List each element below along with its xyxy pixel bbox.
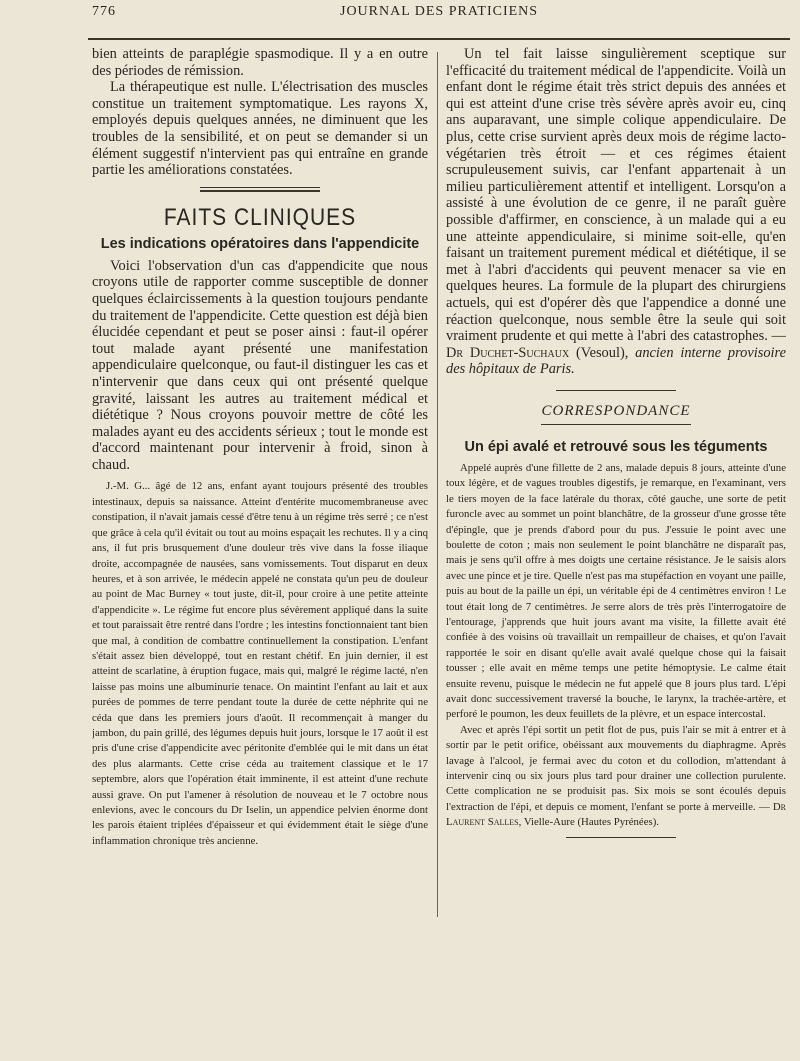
section-title: FAITS CLINIQUES	[163, 203, 357, 231]
article-title: Les indications opératoires dans l'appendicite	[100, 235, 420, 252]
correspondence-text-2: Avec et après l'épi sortit un petit flot de pus, puis l'air se mit à entrer et à sortir par le petit orifice, obéissant aux mouvements du diaphragme. Après lavage à l'alcool, je fermai avec du coton et du collodion, m'attendant à intervenir cinq ou six jours plus tard pour drainer une collection purulente. Cette complication ne se produisit pas. Six mois se sont écoulés depuis l'extraction de l'épi, et depuis ce moment, l'enfant se porte à merveille. —	[446, 723, 786, 813]
paragraph-introduction: Voici l'observation d'un cas d'appendicite que nous croyons utile de rapporter comme susceptible de donner quelques éclaircissements à la question toujours pendante du traitement de l'appendicite. Cette question est déjà bien élucidée cependant et peut se poser ainsi : faut-il opérer tout malade ayant présenté une manifestation appendiculaire quelconque, ou faut-il distinguer les cas et n'intervenir que dans ceux qui ont présenté quelque gravité, laissant les autres au traitement médical et diététique ? Nous croyons pouvoir mettre de côté les malades ayant eu des accidents sérieux ; tout le monde est d'accord maintenant pour intervenir à froid, sinon à chaud.	[92, 257, 428, 473]
right-column	[446, 46, 786, 838]
correspondence-underline	[541, 424, 691, 425]
correspondence-separator	[556, 390, 676, 391]
header-rule	[88, 38, 790, 40]
author-place: (Vesoul),	[569, 344, 636, 361]
correspondence-paragraph-2	[446, 723, 786, 831]
author-name: Dr Duchet-Suchaux	[446, 344, 570, 361]
discussion-text: Un tel fait laisse singulièrement sceptique sur l'efficacité du traitement médical de l'appendicite. Voilà un enfant dont le régime était très strict depuis des années et qui est atteint d'une crise très sévère après avoir eu, cinq ans auparavant, une simple colique appendiculaire. De plus, cette crise survient après deux mois de régime lacto-végétarien très étroit — et ces régimes étaient scrupuleusement suivis, car l'enfant appartenait à un milieu particulièrement attentif et intelligent. Lorsqu'on a assisté à une évolution de ce genre, il ne paraît guère possible d'affirmer, en conscience, à un malade qui a eu une atteinte appendiculaire, si minime soit-elle, qu'en faisant un traitement purement médical et diététique, il se met à l'abri d'accidents qui peuvent menacer sa vie en quelques heures. La formule de la plupart des chirurgiens actuels, qui est d'opérer dès que l'appendice a donné une réaction quelconque, nous semble être la seule qui soit vraiment prudente et qui mette à l'abri des catastrophes. —	[446, 46, 786, 345]
clinical-observation: J.-M. G... âgé de 12 ans, enfant ayant toujours présenté des troubles intestinaux, depuis sa naissance. Atteint d'entérite mucomembraneuse avec constipation, il n'avait jamais cessé d'être tenu à un régime très serré ; ce n'est que grâce à cela qu'il évitait ou tout au moins espaçait les rechutes. Il y a cinq ans, il fut pris brusquement d'une douleur très vive dans la fosse iliaque droite, accompagnée de nausées, sans vomissements. Tout disparut en deux heures, et à son arrivée, le médecin appelé ne constata qu'un peu de douleur au point de Mac Burney « tout juste, dit-il, pour croire à une petite atteinte d'appendicite ». Le régime fut encore plus sévèrement appliqué dans la suite et tout paraissait être rentré dans l'ordre ; les intestins fonctionnaient tant bien que mal, à condition de combattre continuellement la constipation. L'enfant s'était assez bien développé, tout en restant chétif. En juin dernier, il est atteint de scarlatine, à éruption fugace, mais qui, malgré le régime lacté, n'en laisse pas moins une albuminurie tenace. On maintint l'enfant au lait et aux purées de pommes de terre pendant toute la durée de cette néphrite qui ne céda que dans les premiers jours d'août. Il recommençait à manger du jambon, du pain grillé, des légumes depuis huit jours, lorsque le 17 août il est pris d'une crise d'appendicite avec péritonite d'emblée qui le mit dans un état des plus alarmants. Cette crise céda au traitement classique et le 17 septembre, alors que l'opération était imminente, il est atteint d'une rechute aussi grave. On put l'amener à résolution de nouveau et le 7 octobre nous enlevions, avec le concours du Dr Iselin, un appendice pelvien énorme dont les parois étaient triplées d'épaisseur et qui évidemment était le siège d'une inflammation chronique très ancienne.	[92, 480, 428, 847]
left-column	[92, 46, 428, 849]
section-separator	[200, 187, 320, 192]
page-number: 776	[92, 4, 116, 19]
author-role: ancien interne provisoire des hôpitaux de Paris.	[446, 344, 786, 378]
correspondent-name: Dr Laurent Salles	[446, 800, 786, 829]
correspondence-paragraph-1: Appelé auprès d'une fillette de 2 ans, malade depuis 8 jours, atteinte d'une toux légère, et de vagues troubles digestifs, je remarque, en l'examinant, vers le tiers moyen de la face latérale du thorax, côté gauche, une sorte de petit furoncle avec au sommet un point blanchâtre, de la grosseur d'une grosse tête d'épingle, que je prends d'abord pour du pus. J'essuie le point avec une boulette de coton ; mais non seulement le point blanchâtre ne disparaît pas, mais je sens qu'il offre à mes doigts une certaine résistance. Je le saisis alors avec une pince et je tire. Quelle n'est pas ma stupéfaction en voyant une paille, puis au bout de la paille un épi, un véritable épi de 4 centimètres environ ! Le tout était long de 7 centimètres. Je serre alors de très près l'interrogatoire de l'entourage, j'apprends que huit jours avant ma visite, la fillette avait été confiée à des voisins où travaillait un rempailleur de chaises, et qu'on l'avait rapportée le soir en disant qu'elle avait avalé quelque chose qui la faisait tousser ; elle avait en même temps une petite hémoptysie. Le calme était ensuite revenu, puisque le médecin ne fut appelé que 8 jours plus tard. L'épi avait donc successivement traversé la bouche, le larynx, la trachée-artère, et perforé le poumon, les deux feuillets de la plèvre, et un espace intercostal.	[446, 461, 786, 721]
column-divider	[437, 52, 438, 917]
paragraph-paraplegia-end: bien atteints de paraplégie spasmodique. Il y a en outre des périodes de rémission.	[92, 46, 428, 79]
paragraph-discussion	[446, 46, 786, 378]
correspondent-place: , Vielle-Aure (Hautes Pyrénées).	[518, 816, 659, 829]
paragraph-therapeutics: La thérapeutique est nulle. L'électrisation des muscles constitue un traitement symptomatique. Les rayons X, employés depuis quelques années, ne diminuent que les troubles de la sensibilité, et on peut se demander si un élément suggestif n'intervient pas qui entraîne en grande partie les améliorations constatées.	[92, 79, 428, 179]
correspondence-article-title: Un épi avalé et retrouvé sous les téguments	[464, 438, 768, 455]
end-rule	[566, 837, 676, 838]
correspondence-title: CORRESPONDANCE	[541, 402, 691, 419]
running-title: JOURNAL DES PRATICIENS	[340, 4, 539, 19]
